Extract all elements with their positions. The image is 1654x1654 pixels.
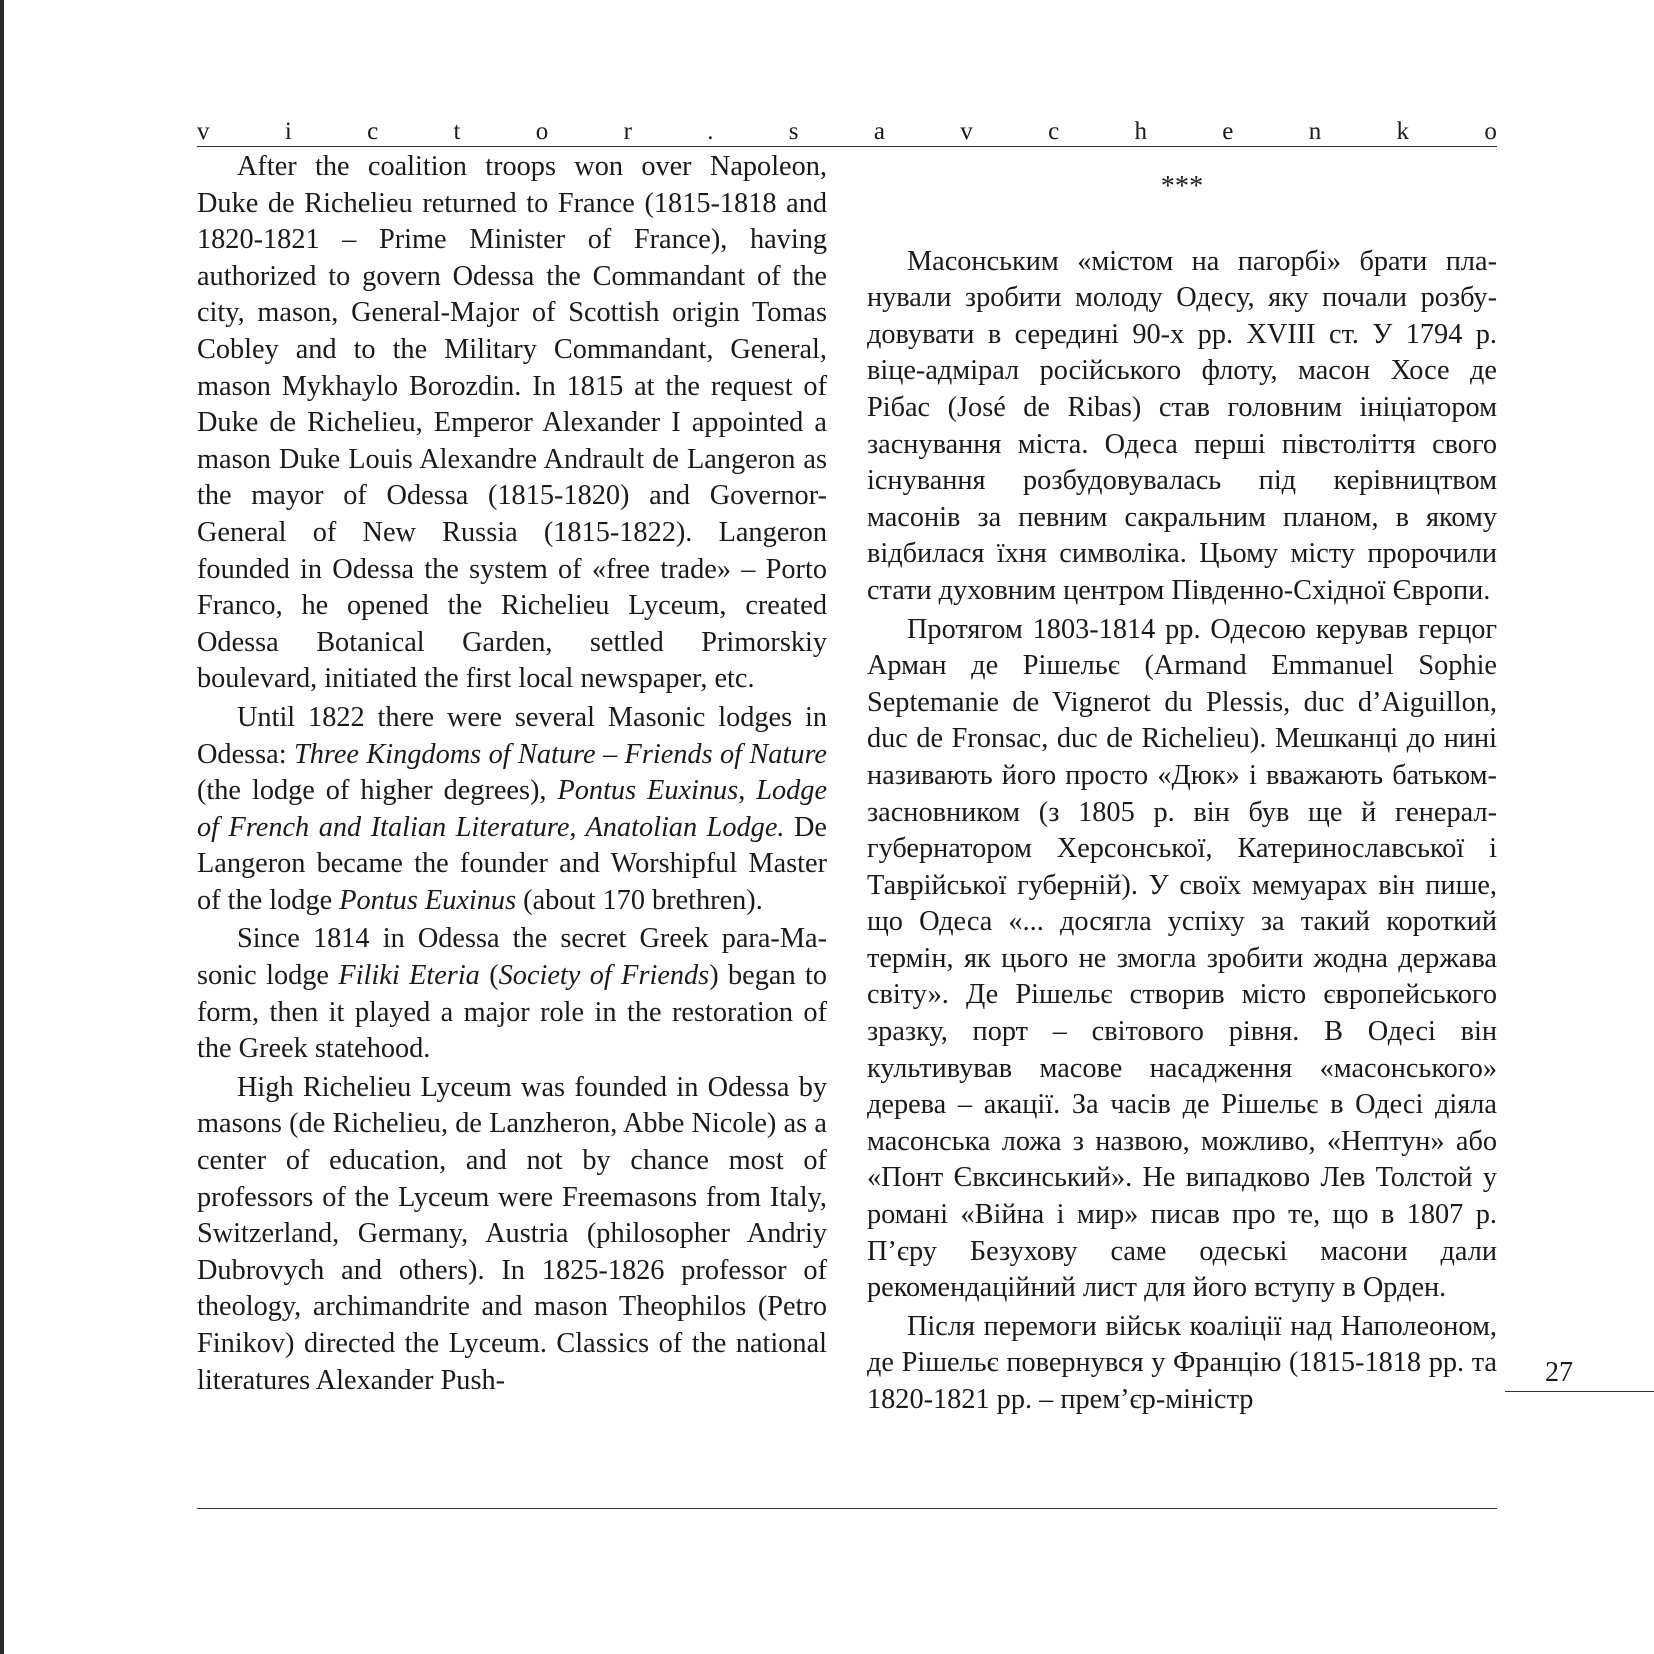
page-number-rule [1505,1391,1654,1392]
running-head-letter: e [1222,118,1234,145]
lodge-name: Pontus Euxinus [339,884,517,916]
running-head-letter: . [707,118,714,145]
running-head-letter: c [367,118,379,145]
running-head-letter: k [1396,118,1410,145]
paragraph: Після перемоги військ коаліції над Наполеоном, де Рішельє повернувся у Францію (1815-1818 рр. та 1820-1821 рр. – прем’єр-міністр [867,1310,1497,1415]
running-head-letter: o [535,118,549,145]
paragraph: Until 1822 there were several Masonic lodges in Odessa: Three Kingdoms of Nature – Friends of Nature (the lodge of higher degrees), Pontus Euxinus, Lodge of French and Italian Literature, Anatolian Lodge. De Langeron became the founder and Worshipful Master of the lodge Pontus Euxinus (about 170 brethren). [197,701,828,916]
header-rule [197,146,1497,147]
running-head [197,112,1497,146]
running-head-letter: s [788,118,799,145]
running-head-letter: v [960,118,973,145]
lodge-name: Three Kingdoms of Nature – Friends of Nature [294,738,827,770]
running-head-letter: a [873,118,885,145]
page-number: 27 [1545,1357,1573,1388]
footer-rule [197,1508,1497,1509]
running-head-letter: v [197,118,210,145]
running-head-letter: n [1308,118,1322,145]
page-spine-edge [0,0,4,1654]
paragraph: Масонським «містом на пагорбі» брати планували зробити молоду Одесу, яку почали розбудовувати в середині 90-х рр. XVIII ст. У 1794 р. віце-адмірал російського флоту, масон Хосе де Рібас (José de Ribas) став головним ініціатором заснування міста. Одеса перші півстоліття свого існування розбудовувалась під керівництвом масонів за певним сакральним планом, в якому відбилася їхня символіка. Цьому місту пророчили стати духовним центром Південно-Східної Європи. [867,245,1497,606]
running-head-letter: i [284,118,292,145]
section-separator: *** [1160,171,1204,202]
running-head-letter: r [623,118,632,145]
left-column-english [197,149,827,1401]
running-head-letter: o [1484,118,1497,145]
paragraph: Since 1814 in Odessa the secret Greek para-Masonic lodge Filiki Eteria (Society of Friends) began to form, then it played a major role in the restoration of the Greek statehood. [197,923,827,1065]
paragraph: High Richelieu Lyceum was founded in Odessa by masons (de Richelieu, de Lanzheron, Abbe Nicole) as a center of education, and not by chance most of professors of the Lyceum were Freemasons from Italy, Switzerland, Germany, Austria (philosopher Andriy Dubrovych and others). In 1825-1826 professor of theology, archimandrite and mason Theophilos (Petro Finikov) directed the Lyceum. Classics of the national literatures Alexander Push- [197,1071,827,1396]
lodge-name: Society of Friends [498,960,710,992]
lodge-names: Pontus Euxinus, Lodge of French and Italian Literature, Anatolian Lodge. [197,775,828,843]
running-head-letter: h [1134,118,1147,145]
paragraph: Протягом 1803-1814 рр. Одесою керував герцог Арман де Рішельє (Armand Emmanuel Sophie Septemanie de Vignerot du Plessis, duc d’Aiguillon, duc de Fronsac, duc de Richelieu). Мешканці до нині називають його просто «Дюк» і вважають батьком-засновником (з 1805 р. він був ще й генерал-губернатором Херсонської, Катеринославської і Таврійської губерній). У своїх мемуарах він пише, що Одеса «... досягла успіху за такий короткий термін, як цього не змогла зробити жодна держава світу». Де Рішельє створив місто європейського зразку, порт – світового рівня. В Одесі він культивував масове насадження «масонського» дерева – акації. За часів де Рішельє в Одесі діяла масонська ложа з назвою, можливо, «Нептун» або «Понт Євксинський». Не випадково Лев Толстой у романі «Війна і мир» писав про те, що в 1807 р. П’єру Безухову саме одеські масони дали рекомендаційний лист для його вступу в Орден. [867,613,1497,1304]
running-head-letter: t [453,118,461,145]
lodge-name: Filiki Eteria [338,960,480,992]
paragraph: After the coalition troops won over Napoleon, Duke de Richelieu returned to France (1815-1818 and 1820-1821 – Prime Minister of France), having authorized to govern Odessa the Commandant of the city, mason, General-Major of Scottish origin Tomas Cobley and to the Military Commandant, General, mason Mykhaylo Borozdin. In 1815 at the request of Duke de Richelieu, Emperor Alexander I appointed a mason Duke Louis Alexandre Andrault de Langeron as the mayor of Odessa (1815-1820) and Governor-General of New Russia (1815-1822). Langeron founded in Odessa the system of «free trade» – Porto Franco, he opened the Richelieu Lyceum, created Odessa Botanical Garden, settled Primorskiy boulevard, initiated the first local newspaper, etc. [197,151,827,695]
right-column-ukrainian [867,169,1497,1421]
running-head-letter: c [1048,118,1060,145]
